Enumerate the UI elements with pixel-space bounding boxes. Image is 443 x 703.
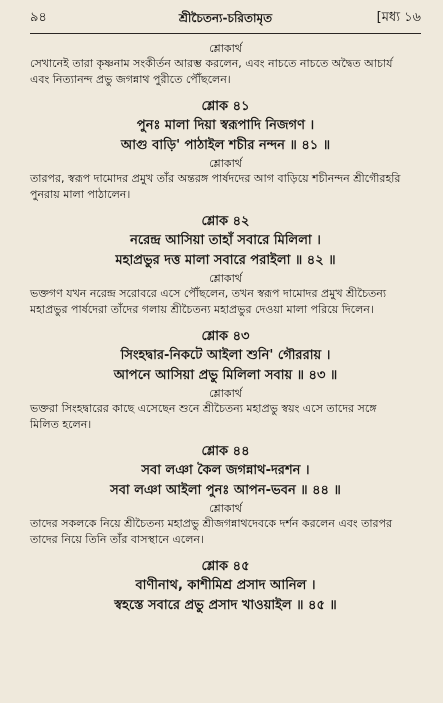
verse-number-heading: শ্লোক ৪৫ <box>201 559 250 574</box>
section-indicator: [মধ্য ১৬ <box>376 10 421 25</box>
verse-line: আগু বাড়ি' পাঠাইল শচীর নন্দন ॥ ৪১ ॥ <box>120 138 331 153</box>
paragraph-line: ভক্তরা সিংহদ্বারের কাছে এসেছেন শুনে শ্রীচৈতন্য মহাপ্রভু স্বয়ং এসে তাদের সঙ্গে <box>30 402 377 415</box>
translation-paragraph <box>30 56 421 88</box>
paragraph-line: ভক্তগণ যখন নরেন্দ্র সরোবরে এসে পৌঁছলেন, তখন স্বরূপ দামোদর প্রমুখ শ্রীচৈতন্য <box>30 287 387 300</box>
paragraph-line: এবং নিত্যানন্দ প্রভু জগন্নাথ পুরীতে পৌঁছলেন। <box>30 73 231 86</box>
page-number: ৯৪ <box>30 10 47 25</box>
paragraph-line: তারপর, স্বরূপ দামোদর প্রমুখ তাঁর অন্তরঙ্গ পার্ষদদের আগ বাড়িয়ে শচীনন্দন শ্রীগৌরহরি <box>30 172 401 185</box>
verse-line: আপনে আসিয়া প্রভু মিলিলা সবায় ॥ ৪৩ ॥ <box>113 368 338 383</box>
verse-line: স্বহস্তে সবারে প্রভু প্রসাদ খাওয়াইল ॥ ৪৫ ॥ <box>114 598 337 613</box>
verse-line: নরেন্দ্র আসিয়া তাহাঁ সবারে মিলিলা । <box>130 233 321 248</box>
translation-label: শ্লোকার্থ <box>209 502 242 515</box>
paragraph-line: মিলিত হলেন। <box>30 418 92 431</box>
verse-line: সিংহদ্বার-নিকটে আইলা শুনি' গৌররায় । <box>120 348 331 363</box>
translation-label: শ্লোকার্থ <box>209 157 242 170</box>
translation-label: শ্লোকার্থ <box>209 42 242 55</box>
verse-line: সবা লঞা আইলা পুনঃ আপন-ভবন ॥ ৪৪ ॥ <box>110 483 341 498</box>
translation-label: শ্লোকার্থ <box>209 387 242 400</box>
verse-number-heading: শ্লোক ৪৪ <box>201 444 250 459</box>
verse-line: পুনঃ মালা দিয়া স্বরূপাদি নিজগণ । <box>136 118 315 133</box>
paragraph-line: তাদের সকলকে নিয়ে শ্রীচৈতন্য মহাপ্রভু শ্রীজগন্নাথদেবকে দর্শন করলেন এবং তারপর <box>30 517 393 530</box>
translation-paragraph <box>30 286 421 318</box>
translation-paragraph <box>30 401 421 433</box>
translation-paragraph <box>30 516 421 548</box>
book-title: শ্রীচৈতন্য-চরিতামৃত <box>178 11 273 25</box>
verse-line: বাণীনাথ, কাশীমিশ্র প্রসাদ আনিল । <box>135 578 316 593</box>
paragraph-line: সেখানেই তারা কৃষ্ণনাম সংকীর্তন আরম্ভ করলেন, এবং নাচতে নাচতে অদ্বৈত আচার্য <box>30 57 393 70</box>
paragraph-line: মহাপ্রভুর পার্ষদেরা তাঁদের গলায় শ্রীচৈতন্য মহাপ্রভুর দেওয়া মালা পরিয়ে দিলেন। <box>30 303 374 316</box>
verse-number-heading: শ্লোক ৪১ <box>201 99 250 114</box>
verse-line: সবা লঞা কৈল জগন্নাথ-দরশন । <box>141 463 310 478</box>
verse-number-heading: শ্লোক ৪২ <box>201 214 250 229</box>
paragraph-line: তাদের নিয়ে তিনি তাঁর বাসস্থানে এলেন। <box>30 533 204 546</box>
verse-number-heading: শ্লোক ৪৩ <box>201 329 250 344</box>
running-header <box>30 9 421 34</box>
translation-paragraph <box>30 171 421 203</box>
page-content <box>30 41 421 616</box>
translation-label: শ্লোকার্থ <box>209 272 242 285</box>
paragraph-line: পুনরায় মালা পাঠালেন। <box>30 188 131 201</box>
verse-line: মহাপ্রভুর দত্ত মালা সবারে পরাইলা ॥ ৪২ ॥ <box>115 253 336 268</box>
